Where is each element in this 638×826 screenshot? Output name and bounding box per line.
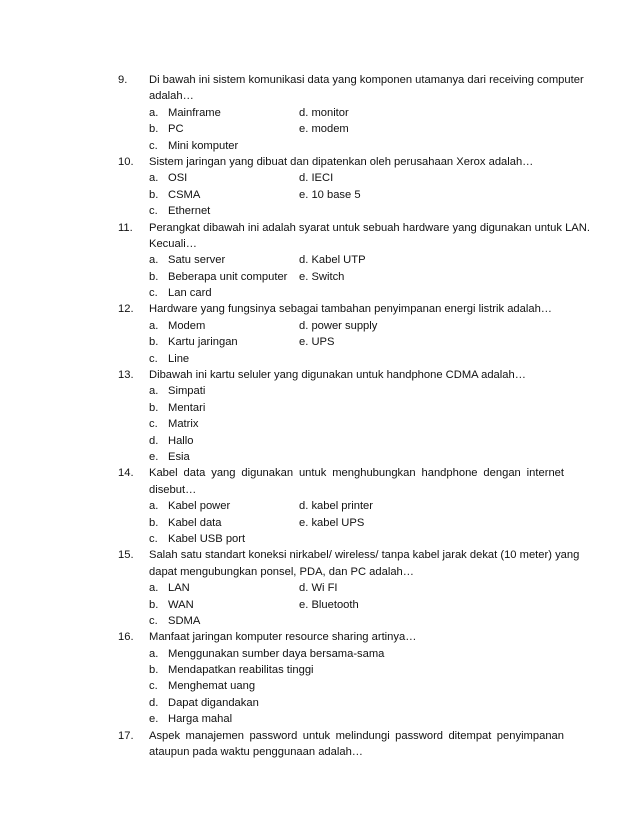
answer-option <box>149 449 190 465</box>
option-row <box>118 269 564 285</box>
answer-option <box>299 580 338 596</box>
option-row <box>118 416 564 432</box>
option-text: Beberapa unit computer <box>168 270 288 283</box>
option-row <box>118 662 564 678</box>
option-letter: c. <box>149 418 158 431</box>
answer-option <box>149 187 200 203</box>
option-text: Kabel USB port <box>168 532 246 545</box>
option-letter: a. <box>149 647 159 660</box>
question-text: Salah satu standart koneksi nirkabel/ wireless/ tanpa kabel jarak dekat (10 meter) yang <box>149 549 580 562</box>
question-text: adalah… <box>149 90 194 103</box>
question-text: disebut… <box>149 483 197 496</box>
option-letter: b. <box>149 401 159 414</box>
option-row <box>118 252 564 268</box>
answer-option <box>149 597 194 613</box>
option-letter: b. <box>149 123 159 136</box>
option-row <box>118 711 564 727</box>
option-letter: b. <box>149 336 159 349</box>
question-line <box>118 154 564 170</box>
option-text: SDMA <box>168 614 201 627</box>
answer-option <box>149 285 212 301</box>
question-line <box>118 728 564 744</box>
option-text: Kartu jaringan <box>168 336 238 349</box>
answer-option <box>149 121 184 137</box>
question-number: 16. <box>118 631 134 644</box>
option-letter: a. <box>149 319 159 332</box>
question-line <box>118 465 564 481</box>
question-number: 14. <box>118 467 134 480</box>
answer-option <box>149 138 238 154</box>
question-line <box>118 564 564 580</box>
question-number: 17. <box>118 729 134 742</box>
answer-option <box>149 662 314 678</box>
option-row <box>118 400 564 416</box>
option-text: Menggunakan sumber daya bersama-sama <box>168 647 385 660</box>
option-letter: c. <box>149 205 158 218</box>
answer-option <box>149 105 221 121</box>
question-number: 12. <box>118 303 134 316</box>
option-text: Line <box>168 352 190 365</box>
option-text: e. Bluetooth <box>299 598 359 611</box>
question-line <box>118 744 564 760</box>
question-text: Dibawah ini kartu seluler yang digunakan untuk handphone CDMA adalah… <box>149 369 526 382</box>
answer-option <box>149 580 190 596</box>
question-number: 15. <box>118 549 134 562</box>
option-letter: a. <box>149 254 159 267</box>
option-row <box>118 597 564 613</box>
option-row <box>118 531 564 547</box>
answer-option <box>299 515 364 531</box>
option-letter: c. <box>149 614 158 627</box>
option-letter: b. <box>149 188 159 201</box>
option-text: Kabel data <box>168 516 222 529</box>
question-number: 9. <box>118 74 128 86</box>
option-letter: a. <box>149 106 159 119</box>
question-line <box>118 547 580 563</box>
answer-option <box>299 105 349 121</box>
answer-option <box>299 334 334 350</box>
answer-option <box>149 170 187 186</box>
question-item <box>118 301 564 367</box>
option-row <box>118 695 564 711</box>
question-item <box>118 72 584 154</box>
question-text: Kabel data yang digunakan untuk menghubungkan handphone dengan internet <box>149 467 564 480</box>
answer-option <box>149 269 287 285</box>
option-text: Simpati <box>168 385 206 398</box>
question-number: 13. <box>118 369 134 382</box>
option-row <box>118 351 564 367</box>
question-text: Aspek manajemen password untuk melindungi password ditempat penyimpanan <box>149 729 564 742</box>
question-item <box>118 154 564 220</box>
option-text: CSMA <box>168 188 201 201</box>
option-text: Satu server <box>168 254 226 267</box>
question-line <box>118 482 564 498</box>
option-row <box>118 498 564 514</box>
answer-option <box>149 531 245 547</box>
question-text: Kecuali… <box>149 237 197 250</box>
option-text: e. modem <box>299 123 349 136</box>
option-text: e. Switch <box>299 270 345 283</box>
option-letter: c. <box>149 532 158 545</box>
question-text: Perangkat dibawah ini adalah syarat untuk sebuah hardware yang digunakan untuk LAN. <box>149 221 590 234</box>
option-row <box>118 170 564 186</box>
option-letter: e. <box>149 450 159 463</box>
answer-option <box>149 613 200 629</box>
question-item <box>118 367 564 465</box>
answer-option <box>299 121 349 137</box>
answer-option <box>149 498 230 514</box>
option-text: WAN <box>168 598 194 611</box>
option-text: LAN <box>168 582 190 595</box>
option-row <box>118 285 564 301</box>
option-text: Mendapatkan reabilitas tinggi <box>168 664 314 677</box>
option-row <box>118 187 564 203</box>
option-letter: b. <box>149 270 159 283</box>
question-line <box>118 629 564 645</box>
option-row <box>118 138 564 154</box>
question-line <box>118 220 590 236</box>
question-list <box>118 72 590 760</box>
answer-option <box>149 203 210 219</box>
option-row <box>118 105 564 121</box>
option-text: Lan card <box>168 287 212 300</box>
option-letter: d. <box>149 696 159 709</box>
question-number: 11. <box>118 221 133 234</box>
option-letter: b. <box>149 664 159 677</box>
option-row <box>118 580 564 596</box>
answer-option <box>149 351 189 367</box>
answer-option <box>149 695 259 711</box>
option-letter: c. <box>149 352 158 365</box>
answer-option <box>299 498 373 514</box>
question-line <box>118 236 564 252</box>
option-letter: a. <box>149 582 159 595</box>
question-line <box>118 88 564 104</box>
option-text: Matrix <box>168 418 199 431</box>
question-line <box>118 72 584 88</box>
option-letter: b. <box>149 516 159 529</box>
answer-option <box>149 400 205 416</box>
question-number: 10. <box>118 155 134 168</box>
option-text: Mini komputer <box>168 139 239 152</box>
option-text: d. Kabel UTP <box>299 254 366 267</box>
option-row <box>118 383 564 399</box>
answer-option <box>149 678 255 694</box>
option-text: Mentari <box>168 401 206 414</box>
option-text: d. IECI <box>299 172 334 185</box>
option-row <box>118 318 564 334</box>
question-item <box>118 547 580 629</box>
answer-option <box>149 334 238 350</box>
question-text: dapat mengubungkan ponsel, PDA, dan PC adalah… <box>149 565 414 578</box>
answer-option <box>149 318 205 334</box>
option-text: e. 10 base 5 <box>299 188 361 201</box>
option-text: d. kabel printer <box>299 500 374 513</box>
answer-option <box>149 383 205 399</box>
answer-option <box>299 318 377 334</box>
answer-option <box>299 269 344 285</box>
option-row <box>118 121 564 137</box>
option-text: d. power supply <box>299 319 378 332</box>
question-text: Sistem jaringan yang dibuat dan dipatenkan oleh perusahaan Xerox adalah… <box>149 155 534 168</box>
question-text: ataupun pada waktu penggunaan adalah… <box>149 746 363 759</box>
answer-option <box>299 252 366 268</box>
option-letter: b. <box>149 598 159 611</box>
question-item <box>118 220 590 302</box>
option-text: OSI <box>168 172 188 185</box>
answer-option <box>149 252 225 268</box>
question-item <box>118 728 564 761</box>
option-letter: a. <box>149 500 159 513</box>
question-text: Di bawah ini sistem komunikasi data yang komponen utamanya dari receiving computer <box>149 74 584 86</box>
option-text: Harga mahal <box>168 713 233 726</box>
option-row <box>118 203 564 219</box>
answer-option <box>149 646 384 662</box>
option-letter: d. <box>149 434 159 447</box>
option-text: e. kabel UPS <box>299 516 365 529</box>
question-item <box>118 465 564 547</box>
question-text: Manfaat jaringan komputer resource sharing artinya… <box>149 631 417 644</box>
question-line <box>118 367 564 383</box>
option-row <box>118 334 564 350</box>
question-item <box>118 629 564 727</box>
question-text: Hardware yang fungsinya sebagai tambahan penyimpanan energi listrik adalah… <box>149 303 552 316</box>
answer-option <box>149 416 198 432</box>
option-letter: c. <box>149 680 158 693</box>
question-line <box>118 301 564 317</box>
option-letter: a. <box>149 385 159 398</box>
answer-option <box>299 187 361 203</box>
option-letter: c. <box>149 139 158 152</box>
answer-option <box>149 711 232 727</box>
option-text: d. Wi FI <box>299 582 338 595</box>
answer-option <box>299 170 333 186</box>
option-text: Dapat digandakan <box>168 696 259 709</box>
option-row <box>118 646 564 662</box>
option-text: PC <box>168 123 184 136</box>
option-text: Modem <box>168 319 206 332</box>
option-text: Ethernet <box>168 205 211 218</box>
option-row <box>118 678 564 694</box>
option-row <box>118 613 564 629</box>
option-text: Hallo <box>168 434 194 447</box>
option-row <box>118 433 564 449</box>
option-letter: e. <box>149 713 159 726</box>
answer-option <box>149 515 222 531</box>
option-row <box>118 515 564 531</box>
option-text: Esia <box>168 450 190 463</box>
option-text: e. UPS <box>299 336 335 349</box>
option-letter: a. <box>149 172 159 185</box>
option-text: Menghemat uang <box>168 680 256 693</box>
option-letter: c. <box>149 287 158 300</box>
option-row <box>118 449 564 465</box>
answer-option <box>299 597 359 613</box>
option-text: Kabel power <box>168 500 231 513</box>
option-text: Mainframe <box>168 106 221 119</box>
answer-option <box>149 433 194 449</box>
option-text: d. monitor <box>299 106 349 119</box>
